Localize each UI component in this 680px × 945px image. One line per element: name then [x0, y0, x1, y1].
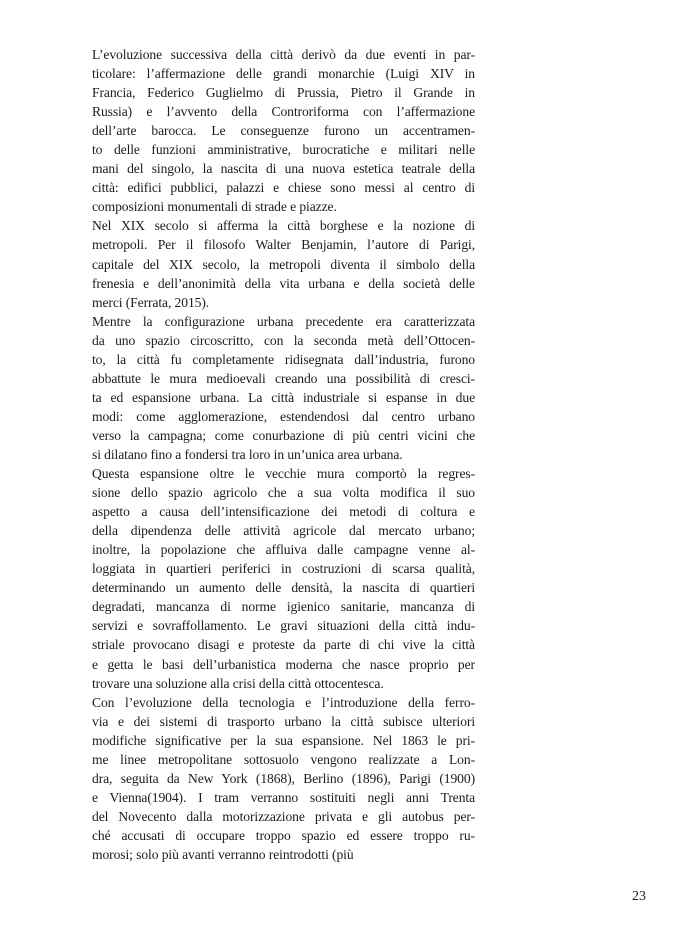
text-line: modifiche significative per la sua espansione. Nel 1863 le pri- [92, 732, 475, 748]
text-line: degradati, mancanza di norme igienico sanitarie, mancanza di [92, 599, 475, 615]
text-line: Russia) e l’avvento della Controriforma con l’affermazione [92, 104, 475, 120]
text-line: e Vienna(1904). I tram verranno sostituiti negli anni Trenta [92, 789, 475, 805]
paragraph [92, 693, 475, 864]
text-line: servizi e sovraffollamento. Le gravi situazioni della città indu- [92, 618, 475, 634]
text-line: dra, seguita da New York (1868), Berlino (1896), Parigi (1900) [92, 770, 475, 786]
text-line: trovare una soluzione alla crisi della città ottocentesca. [92, 675, 384, 691]
text-line: composizioni monumentali di strade e piazze. [92, 199, 337, 215]
text-line: loggiata in quartieri periferici in costruzioni di scarsa qualità, [92, 561, 475, 577]
text-line: ticolare: l’affermazione delle grandi monarchie (Luigi XIV in [92, 66, 475, 82]
text-line: Francia, Federico Guglielmo di Prussia, Pietro il Grande in [92, 85, 475, 101]
page-number: 23 [632, 889, 646, 904]
text-line: dell’arte barocca. Le conseguenze furono un accentramen- [92, 123, 475, 139]
text-line: to, la città fu completamente ridisegnata dall’industria, furono [92, 351, 475, 367]
text-line: me linee metropolitane sottosuolo vengono realizzate a Lon- [92, 751, 475, 767]
paragraph [92, 464, 475, 693]
text-line: città: edifici pubblici, palazzi e chiese sono messi al centro di [92, 180, 475, 196]
text-line: via e dei sistemi di trasporto urbano la città subisce ulteriori [92, 713, 475, 729]
paragraph [92, 45, 475, 216]
text-line: abbattute le mura medioevali creando una possibilità di cresci- [92, 370, 475, 386]
text-line: determinando un aumento delle densità, la nascita di quartieri [92, 580, 475, 596]
text-line: della dipendenza delle attività agricole dal mercato urbano; [92, 523, 475, 539]
text-line: modi: come agglomerazione, estendendosi dal centro urbano [92, 408, 475, 424]
text-line: Nel XIX secolo si afferma la città borghese e la nozione di [92, 218, 475, 234]
text-line: L’evoluzione successiva della città derivò da due eventi in par- [92, 47, 475, 62]
text-line: morosi; solo più avanti verranno reintrodotti (più [92, 846, 354, 862]
text-line: to delle funzioni amministrative, burocratiche e militari nelle [92, 142, 475, 158]
text-line: merci (Ferrata, 2015). [92, 294, 210, 310]
text-line: e getta le basi dell’urbanistica moderna che nasce proprio per [92, 656, 475, 672]
text-line: frenesia e dell’anonimità della vita urbana e della società delle [92, 275, 475, 291]
text-line: Con l’evoluzione della tecnologia e l’introduzione della ferro- [92, 694, 475, 710]
paragraph [92, 216, 475, 311]
text-line: capitale del XIX secolo, la metropoli diventa il simbolo della [92, 256, 475, 272]
text-line: striale provocano disagi e proteste da parte di chi vive la città [92, 637, 475, 653]
text-line: aspetto a causa dell’intensificazione dei metodi di coltura e [92, 504, 475, 520]
text-line: Mentre la configurazione urbana precedente era caratterizzata [92, 313, 475, 329]
text-line: ché accusati di occupare troppo spazio ed essere troppo ru- [92, 827, 475, 843]
text-line: sione dello spazio agricolo che a sua volta modifica il suo [92, 485, 475, 501]
text-line: mani del singolo, la nascita di una nuova estetica teatrale della [92, 161, 475, 177]
text-line: si dilatano fino a fondersi tra loro in un’unica area urbana. [92, 446, 403, 462]
text-line: inoltre, la popolazione che affluiva dalle campagne venne al- [92, 542, 475, 558]
text-line: verso la campagna; come conurbazione di più centri vicini che [92, 427, 475, 443]
text-line: metropoli. Per il filosofo Walter Benjamin, l’autore di Parigi, [92, 237, 475, 253]
body-text [92, 45, 475, 864]
text-line: ta ed espansione urbana. La città industriale si espanse in due [92, 389, 475, 405]
text-line: da uno spazio circoscritto, con la seconda metà dell’Ottocen- [92, 332, 475, 348]
text-line: Questa espansione oltre le vecchie mura comportò la regres- [92, 466, 475, 482]
text-line: del Novecento dalla motorizzazione privata e gli autobus per- [92, 808, 475, 824]
paragraph [92, 312, 475, 464]
